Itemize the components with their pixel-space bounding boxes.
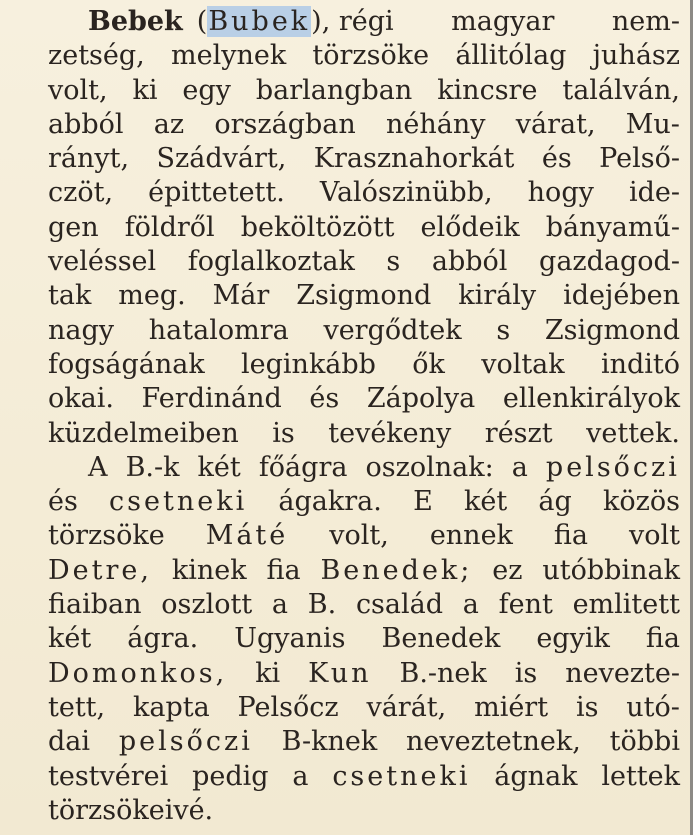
text-line: nagy hatalomra vergődtek s Zsigmond: [48, 314, 680, 346]
text-line: okai. Ferdinánd és Zápolya ellenkirályok: [48, 383, 680, 415]
text-line: törzsöke Máté volt, ennek fia volt: [48, 520, 680, 552]
text-line: tak meg. Már Zsigmond király idejében: [48, 280, 680, 312]
text-line: törzsökeivé.: [48, 794, 214, 826]
text-line: küzdelmeiben is tevékeny részt vettek.: [48, 417, 680, 449]
article-body: [48, 5, 680, 828]
text-line: abból az országban néhány várat, Mu-: [48, 108, 680, 140]
text-line: testvérei pedig a csetneki ágnak lettek: [48, 760, 680, 792]
text-line: A B.-k két főágra oszolnak: a pelsőczi: [88, 451, 680, 483]
text-line: rányt, Szádvárt, Krasznahorkát és Pelső-: [48, 143, 680, 175]
text-line: és csetneki ágakra. E két ág közös: [48, 486, 680, 518]
text-line: gen földről beköltözött elődeik bányamű-: [48, 211, 680, 243]
text-line: Domonkos, ki Kun B.-nek is neveztе-: [48, 657, 680, 689]
text-line: tett, kapta Pelsőcz várát, miért is utó-: [48, 691, 680, 723]
text-line: dai pelsőczi B-knek neveztetnek, többi: [48, 726, 680, 758]
text-line: czöt, épittetett. Valószinübb, hogy ide-: [48, 177, 680, 209]
text-line: volt, ki egy barlangban kincsre találván,: [48, 74, 680, 106]
text-line: zetség, melynek törzsöke állitólag juhász: [48, 40, 680, 72]
highlighted-word[interactable]: Bubek: [208, 6, 311, 37]
text-line: veléssel foglalkoztak s abból gazdagod-: [48, 246, 680, 278]
text-line: Detre, kinek fia Benedek; ez utóbbinak: [48, 554, 680, 586]
text-line: két ágra. Ugyanis Benedek egyik fia: [48, 623, 680, 655]
text-line: fogságának leginkább ők voltak inditó: [48, 348, 680, 380]
text-line: fiaiban oszlott a B. család a fent emlitett: [48, 589, 680, 621]
entry-headword: Bebek (Bubek), régi: [88, 6, 394, 37]
text-line: Bebek (Bubek), régi magyar nem-: [48, 5, 680, 39]
